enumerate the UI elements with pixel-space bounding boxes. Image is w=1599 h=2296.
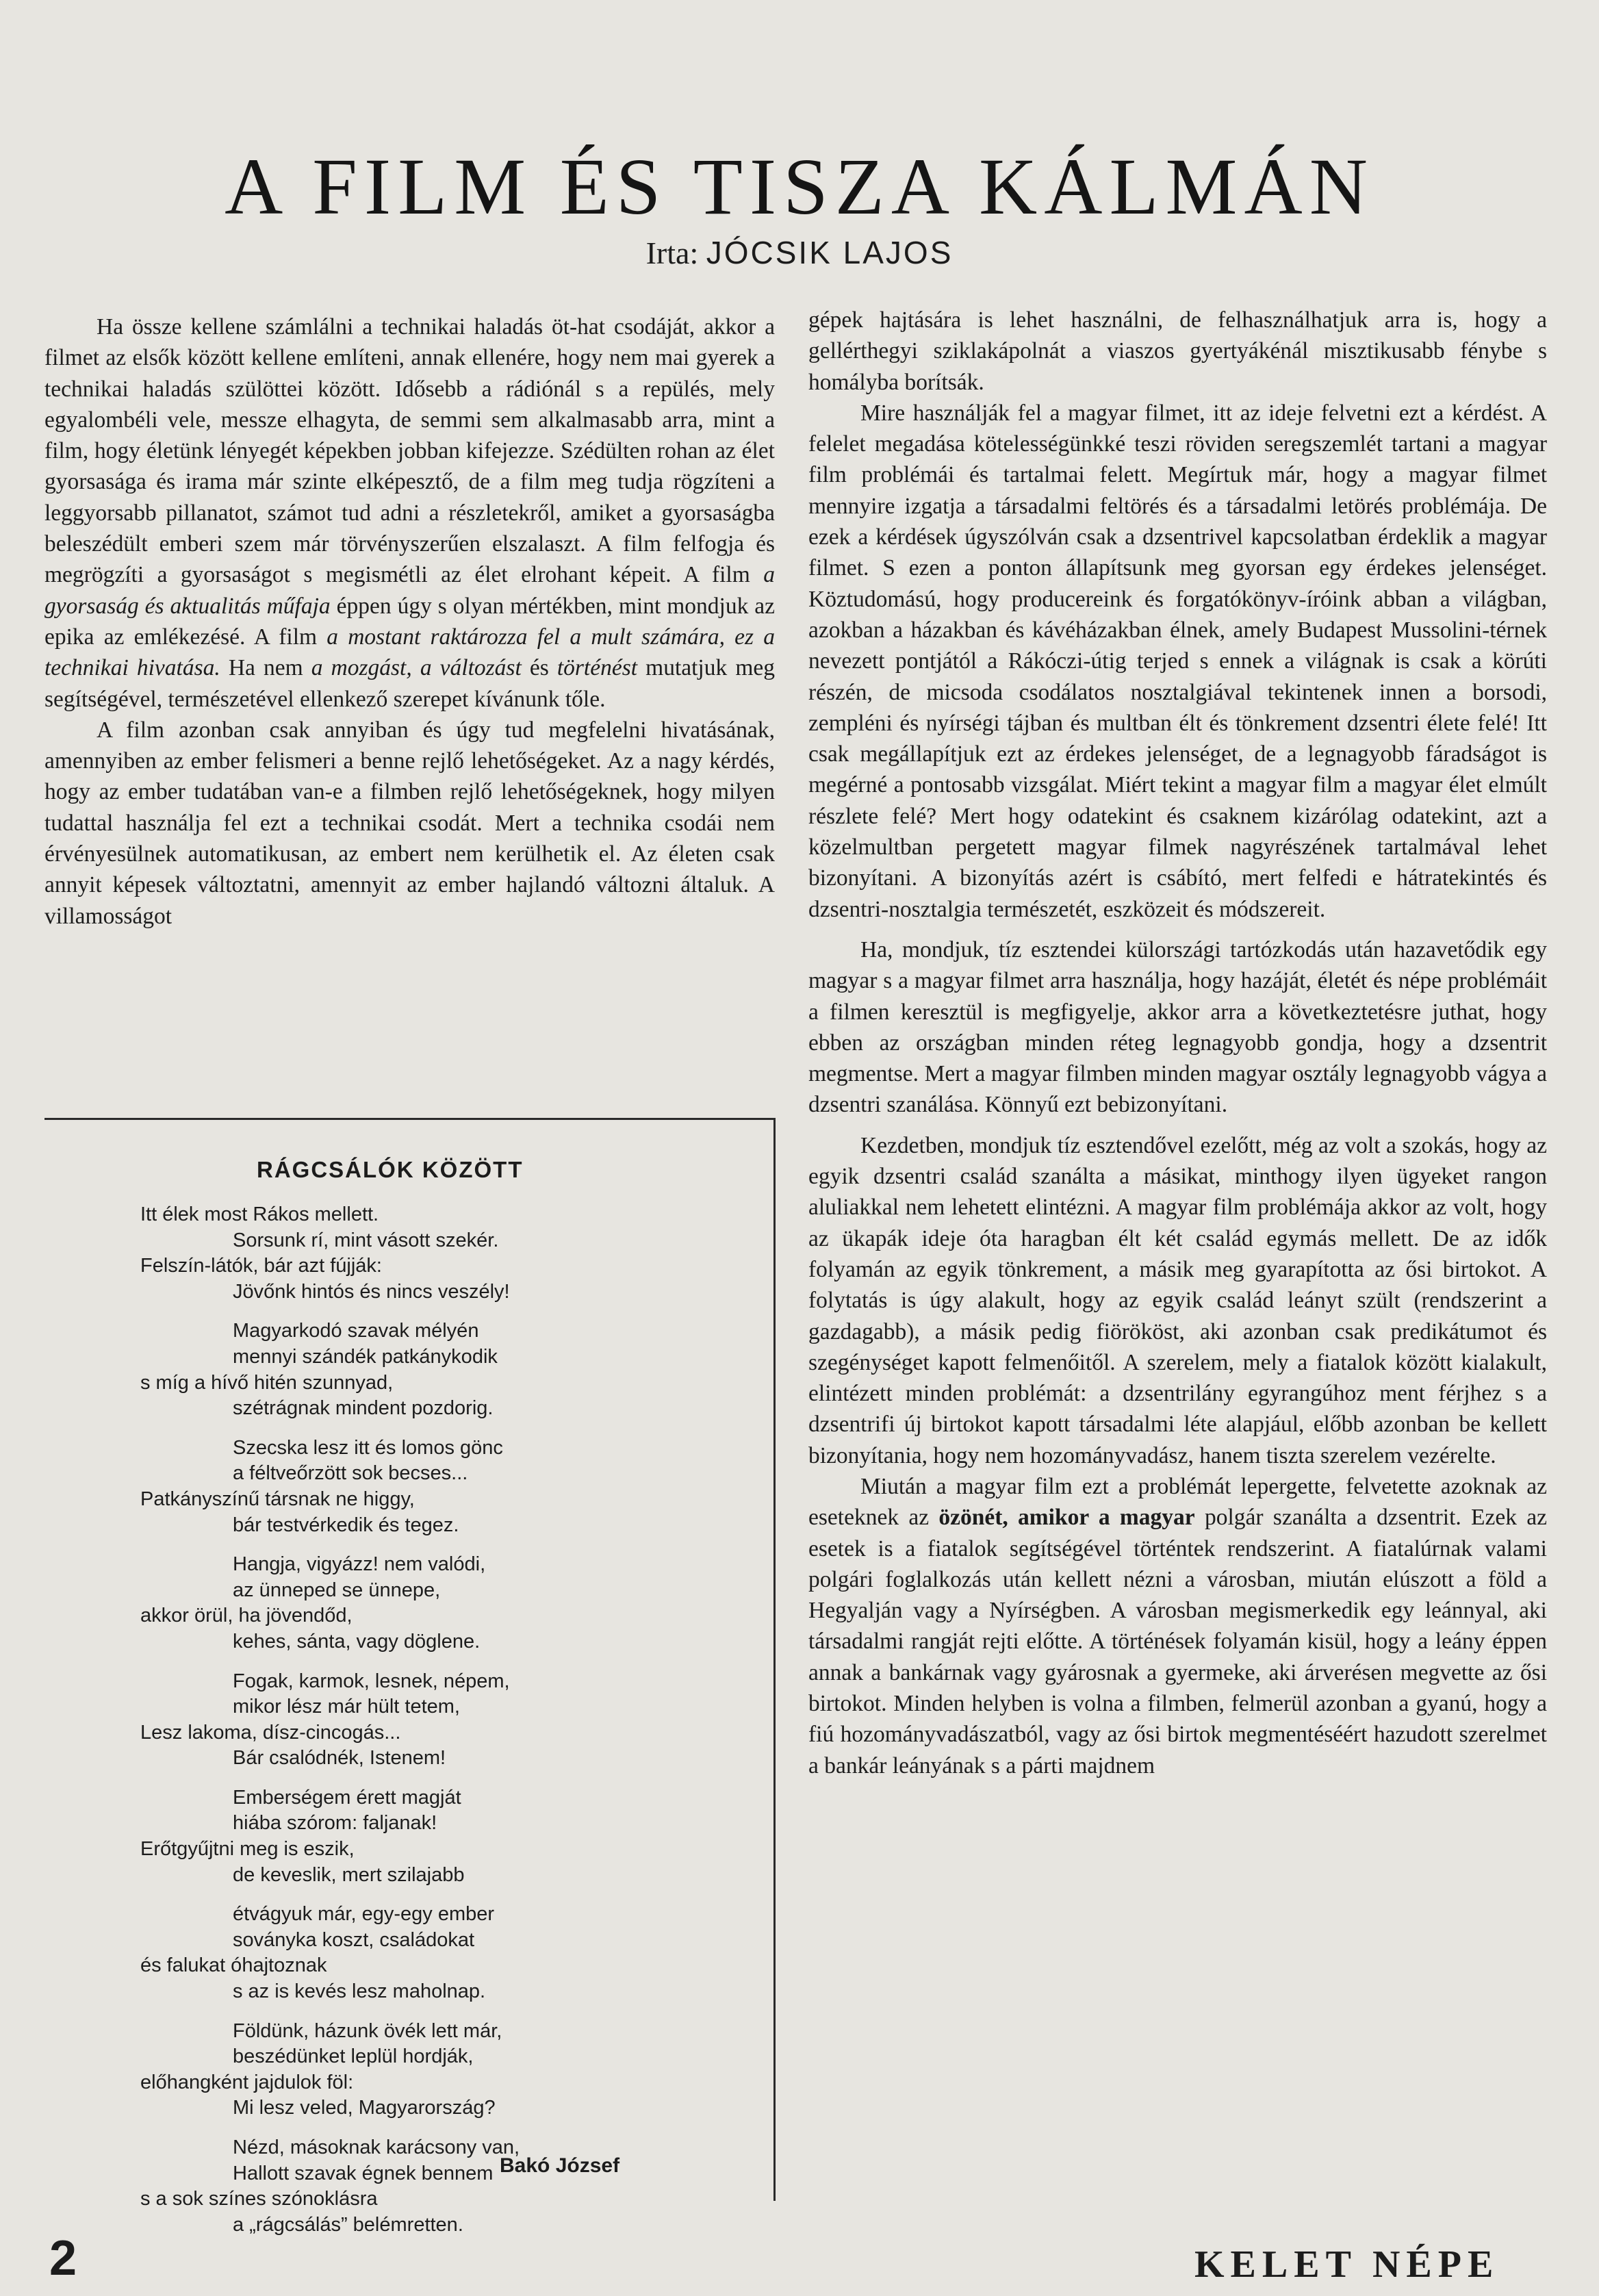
- poem-line: Felszín-látók, bár azt fújják:: [140, 1255, 382, 1277]
- article-byline: [0, 234, 1599, 271]
- poem-line: étvágyuk már, egy-egy ember: [233, 1903, 495, 1926]
- emphasis-text: a mozgást, a változást: [311, 655, 522, 681]
- poem-line: Erőtgyűjtni meg is eszik,: [140, 1838, 355, 1861]
- poem-line: előhangként jajdulok föl:: [140, 2071, 354, 2093]
- page-number: 2: [49, 2231, 77, 2286]
- poem-line: Szecska lesz itt és lomos gönc: [233, 1436, 503, 1459]
- poem-line: Földünk, házunk övék lett már,: [233, 2019, 502, 2042]
- poem-line: s az is kevés lesz maholnap.: [233, 1980, 486, 2003]
- bold-text: özönét, amikor a magyar: [938, 1505, 1195, 1531]
- poem-line: Hallott szavak égnek bennem: [233, 2162, 494, 2184]
- poem-stanza: [140, 1669, 770, 1772]
- poem-line: beszédünket leplül hordják,: [233, 2045, 474, 2068]
- poem-line: s a sok színes szónoklásra: [140, 2188, 378, 2210]
- emphasis-text: a gyorsaság és aktualitás műfaja: [44, 562, 775, 619]
- emphasis-text: történést: [557, 655, 638, 681]
- right-paragraph-2: Mire használják fel a magyar filmet, itt az ideje felvetni ezt a kérdést. A felelet megadása kötelességünkké teszi röviden seregszemlét tartani a magyar film problémái és tartalmai felett. Megírtuk már, hogy a magyar filmet mennyire izgatja a társadalmi feltörés és a társadalmi letörés problémája. De ezek a kérdések úgyszólván csak a dzsentrivel kapcsolatban érdeklik a magyar filmet. S ezen a ponton állapítsunk meg gyorsan egy érdekes jelenséget. Köztudomású, hogy producereink és forgatókönyv-íróink abban a világban, azokban a házakban és kávéházakban élnek, amely Budapest Mussolini-térnek nevezett pontjától a Rákóczi-útig terjed s ennek a világnak is csak a körúti részén, de micsoda csodálatos nosztalgiával tekintenek innen a borsodi, zempléni és nyírségi tájban és multban élt és tönkrement dzsentri élete felé! Itt csak megállapítjuk ezt az érdekes jelenséget, de a legnagyobb fáradságot is megérné a pontosabb vizsgálat. Miért tekint a magyar film a magyar élet elmúlt részlete felé? Mert hogy odatekint és csaknem kizárólag odatekint, azt a közelmultban pergetett magyar filmek nagyrészének tartalmával lehet bizonyítani. A bizonyítás azért is csábító, mert felfedi e hátratekintés és dzsentri-nosztalgia természetét, eszközeit és módszereit.: [808, 400, 1547, 922]
- poem-title: RÁGCSÁLÓK KÖZÖTT: [257, 1157, 524, 1182]
- masthead: KELET NÉPE: [1194, 2243, 1500, 2286]
- poem-stanza: [140, 1436, 770, 1538]
- poem-stanza: [140, 1202, 770, 1305]
- poem-line: Hangja, vigyázz! nem valódi,: [233, 1553, 486, 1576]
- poem-line: Patkányszínű társnak ne higgy,: [140, 1488, 415, 1510]
- poem-line: és falukat óhajtoznak: [140, 1954, 327, 1977]
- right-paragraph-4: Kezdetben, mondjuk tíz esztendővel ezelőtt, még az volt a szokás, hogy az egyik dzsentri család szanálta a másikat, minthogy ilyen ügyeket rangon aluliakkal nem lehetett elintézni. A magyar film problémája akkor az volt, hogy az ükapák ideje óta haragban élt két család egymás mellett. De az idők folyamán az egyik tönkrement, a másik meg gyarapította az ősi birtokot. A folytatás is úgy alakult, hogy az egyik család leányt szült (rendszerint a gazdagabb), a másik pedig fiörököst, aki azonban csak predikátumot és szegénységet kapott felmenőitől. A szerelem, mely a fiatalok között kialakult, elintézett minden problémát: a dzsentrilány egyrangúhoz ment férjhez s a dzsentrifi új birtokot kapott társadalmi léte alapjául, előbb azonban be kellett bizonyítania, hogy nem hozományvadász, hanem tiszta szerelem vezérelte.: [808, 1132, 1547, 1468]
- poem-line: mennyi szándék patkánykodik: [233, 1345, 498, 1368]
- poem-box-top-rule: [44, 1118, 775, 1120]
- poem-line: az ünneped se ünnepe,: [233, 1579, 441, 1601]
- right-paragraph-3: Ha, mondjuk, tíz esztendei külországi tartózkodás után hazavetődik egy magyar s a magyar filmet arra használja, hogy hazáját, életét és népe problémáit a filmen keresztül is megfigyelje, akkor arra a következtetésre juthat, hogy ebben az országban minden réteg legnagyobb gondja, hogy a dzsentrit megmentse. Mert a magyar filmben minden magyar osztály legnagyobb vágya a dzsentri szanálása. Könnyű ezt bebizonyítani.: [808, 936, 1547, 1118]
- poem-author: Bakó József: [500, 2154, 620, 2177]
- poem-line: mikor lész már hült tetem,: [233, 1696, 460, 1718]
- poem-line: Nézd, másoknak karácsony van,: [233, 2136, 520, 2158]
- poem-stanza: [140, 1785, 770, 1888]
- poem-line: a féltveőrzött sok becses...: [233, 1462, 468, 1485]
- poem-line: Fogak, karmok, lesnek, népem,: [233, 1670, 510, 1692]
- poem-stanza: [140, 2135, 770, 2238]
- poem-line: Sorsunk rí, mint vásott szekér.: [233, 1229, 499, 1251]
- poem-line: Jövőnk hintós és nincs veszély!: [233, 1280, 510, 1303]
- poem-line: akkor örül, ha jövendőd,: [140, 1605, 353, 1627]
- poem-line: Itt élek most Rákos mellett.: [140, 1203, 379, 1225]
- poem-line: kehes, sánta, vagy döglene.: [233, 1630, 481, 1653]
- poem-line: Mi lesz veled, Magyarország?: [233, 2097, 496, 2119]
- poem-stanza: [140, 1318, 770, 1421]
- poem-line: bár testvérkedik és tegez.: [233, 1514, 459, 1536]
- poem-line: szétrágnak mindent pozdorig.: [233, 1397, 494, 1420]
- poem-stanzas: [140, 1202, 770, 2252]
- emphasis-text: a mostant raktározza fel a mult számára, ez a technikai hivatása.: [44, 624, 775, 681]
- right-column: [808, 305, 1547, 1781]
- poem-line: Emberségem érett magját: [233, 1786, 461, 1809]
- article-title: A FILM ÉS TISZA KÁLMÁN: [225, 142, 1374, 231]
- poem-stanza: [140, 2019, 770, 2121]
- poem-line: s míg a hívő hitén szunnyad,: [140, 1371, 394, 1394]
- left-paragraph-2: A film azonban csak annyiban és úgy tud megfelelni hivatásának, amennyiben az ember felismeri a benne rejlő lehetőségeket. Az a nagy kérdés, hogy az ember tudatában van-e a filmben rejlő lehetőségeknek, hogy milyen tudattal használja fel ezt a technikai csodát. Mert a technika csodái nem érvényesülnek automatikusan, az embert nem kerülhetik el. Az életen csak annyit képesek változtatni, amennyit az ember hajlandó változni általuk. A villamosságot: [44, 717, 775, 929]
- poem-box-right-rule: [773, 1118, 776, 2201]
- poem-line: hiába szórom: faljanak!: [233, 1812, 437, 1835]
- poem-line: Bár csalódnék, Istenem!: [233, 1747, 446, 1770]
- poem-line: soványka koszt, családokat: [233, 1928, 475, 1951]
- poem-stanza: [140, 1902, 770, 2004]
- poem-line: Lesz lakoma, dísz-cincogás...: [140, 1721, 401, 1744]
- right-paragraph-5: Miután a magyar film ezt a problémát lepergette, felvetette azoknak az eseteknek az özönét, amikor a magyar polgár szanálta a dzsentrit. Ezek az esetek is a fiatalok segítségével történtek rendszerint. A fiatalúrnak valami polgári foglalkozás után kellett nézni a városban, miután elúszott a föld a Hegyalján vagy a Nyírségben. A városban megismerkedik egy leánnyal, aki társadalmi rangját rejti előtte. A történések folyamán kisül, hogy a leány éppen annak a bankárnak vagy gyárosnak a gyermeke, aki árverésen megvette az ősi birtokot. Minden helyben is volna a filmben, felmerül azonban a gyanú, hogy a fiú hozományvadászatból, vagy az ősi birtok megmentéséért hazudott szerelmet a bankár leányának s a párti majdnem: [808, 1473, 1547, 1778]
- poem-stanza: [140, 1552, 770, 1655]
- left-paragraph-1: Ha össze kellene számlálni a technikai haladás öt-hat csodáját, akkor a filmet az elsők között kellene említeni, annak ellenére, hogy nem mai gyerek a technikai haladás szülöttei között. Idősebb a rádiónál s a repülés, mely egyalombéli vele, messze elhagyta, de semmi sem alkalmasabb arra, mint a film, hogy életünk lényegét képekben jobban kifejezze. Szédülten rohan az élet gyorsasága és irama már szinte elképesztő, de a film meg tudja rögzíteni a leggyorsabb pillanatot, számot tud adni a részletekről, amiket a gyorsaságba beleszédült emberi szem már törvényszerűen elszalaszt. A film felfogja és megrögzíti a gyorsaságot s megismétli az élet elrohant képeit. A film a gyorsaság és aktualitás műfaja éppen úgy s olyan mértékben, mint mondjuk az epika az emlékezésé. A film a mostant raktározza fel a mult számára, ez a technikai hivatása. Ha nem a mozgást, a változást és történést mutatjuk meg segítségével, természetével ellenkező szerepet kívánunk tőle.: [44, 314, 776, 712]
- byline-author: JÓCSIK LAJOS: [706, 235, 954, 270]
- poem-line: Magyarkodó szavak mélyén: [233, 1320, 479, 1342]
- poem-line: a „rágcsálás” belémretten.: [233, 2213, 463, 2236]
- byline-prefix: Irta:: [645, 235, 699, 270]
- right-paragraph-1: gépek hajtására is lehet használni, de felhasználhatjuk arra is, hogy a gellérthegyi sziklakápolnát a viaszos gyertyákénál misztikusabb fénybe s homályba borítsák.: [808, 307, 1547, 395]
- poem-line: de keveslik, mert szilajabb: [233, 1863, 465, 1886]
- left-column: [44, 311, 775, 932]
